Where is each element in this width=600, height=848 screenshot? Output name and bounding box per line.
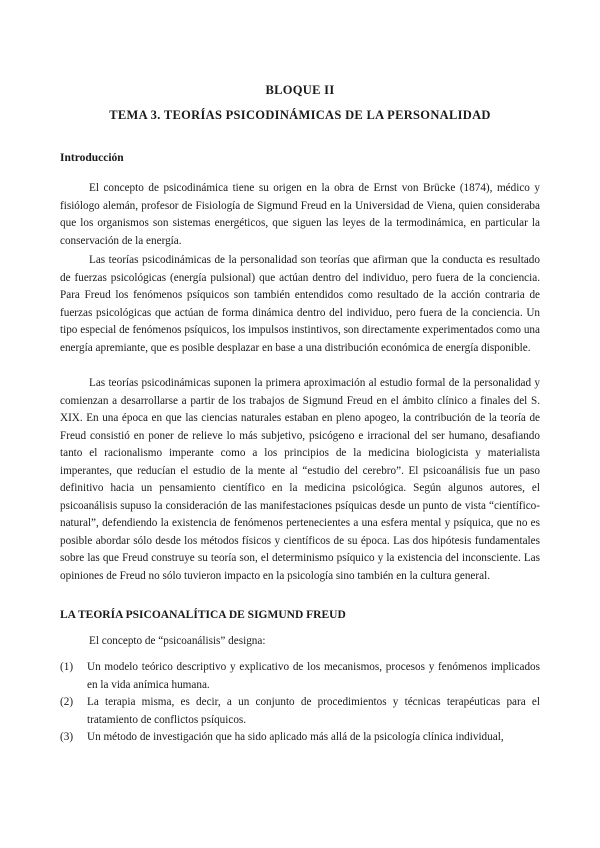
list-item-text: Un método de investigación que ha sido aplicado más allá de la psicología clínica individual, (87, 731, 504, 743)
psychoanalysis-list-intro: El concepto de “psicoanálisis” designa: (89, 635, 266, 647)
list-item-number: (3) (60, 731, 74, 743)
psychoanalysis-definition-list (60, 659, 540, 747)
intro-paragraph-2: Las teorías psicodinámicas de la personalidad son teorías que afirman que la conducta es resultado de fuerzas psicológicas (energía pulsional) que actúan dentro del individuo, pero fuera de la conciencia. Para Freud los fenómenos psíquicos son también entendidos como resultado de la acción contraria de fuerzas psicológicas que actúan de forma dinámica dentro del individuo, pero fuera de la conciencia. Un tipo especial de fenómenos psíquicos, los impulsos instintivos, son directamente experimentados como una energía apremiante, que es posible desplazar en base a una distribución económica de energía disponible. (60, 254, 540, 354)
freud-section-heading: LA TEORÍA PSICOANALÍTICA DE SIGMUND FREUD (60, 609, 346, 621)
list-item-number: (2) (60, 696, 74, 708)
list-item (60, 729, 540, 747)
list-item-text: La terapia misma, es decir, a un conjunto de procedimientos y técnicas terapéuticas para el tratamiento de conflictos psíquicos. (87, 696, 540, 726)
list-item-text: Un modelo teórico descriptivo y explicativo de los mecanismos, procesos y fenómenos implicados en la vida anímica humana. (87, 661, 540, 691)
topic-title: TEMA 3. TEORÍAS PSICODINÁMICAS DE LA PERSONALIDAD (109, 108, 491, 122)
block-title: BLOQUE II (265, 83, 335, 97)
introduction-heading: Introducción (60, 152, 124, 164)
list-item (60, 659, 540, 694)
intro-paragraph-1: El concepto de psicodinámica tiene su origen en la obra de Ernst von Brücke (1874), médico y fisiólogo alemán, profesor de Fisiología de Sigmund Freud en la Universidad de Viena, quien consideraba que los organismos son sistemas energéticos, que siguen las leyes de la termodinámica, en particular la conservación de la energía. (60, 182, 540, 247)
list-item-number: (1) (60, 661, 74, 673)
list-item (60, 694, 540, 729)
intro-paragraph-3: Las teorías psicodinámicas suponen la primera aproximación al estudio formal de la personalidad y comienzan a desarrollarse a partir de los trabajos de Sigmund Freud en el ámbito clínico a finales del S. XIX. En una época en que las ciencias naturales estaban en pleno apogeo, la contribución de la teoría de Freud consistió en poner de relieve lo más subjetivo, psicógeno e irracional del ser humano, desafiando tanto el racionalismo imperante como a los principios de la medicina biologicista y materialista imperantes, que reducían el estudio de la mente al “estudio del cerebro”. El psicoanálisis fue un paso definitivo hacia un pensamiento científico en la medicina psicológica. Según algunos autores, el psicoanálisis supuso la consideración de las manifestaciones psíquicas desde un punto de vista “científico-natural”, defendiendo la existencia de fenómenos pertenecientes a una esfera mental y psíquica, que no es posible abordar sólo desde los métodos físicos y científicos de su época. Las dos hipótesis fundamentales sobre las que Freud construye su teoría son, el determinismo psíquico y la existencia del inconsciente. Las opiniones de Freud no sólo tuvieron impacto en la psicología sino también en la cultura general. (60, 377, 540, 582)
